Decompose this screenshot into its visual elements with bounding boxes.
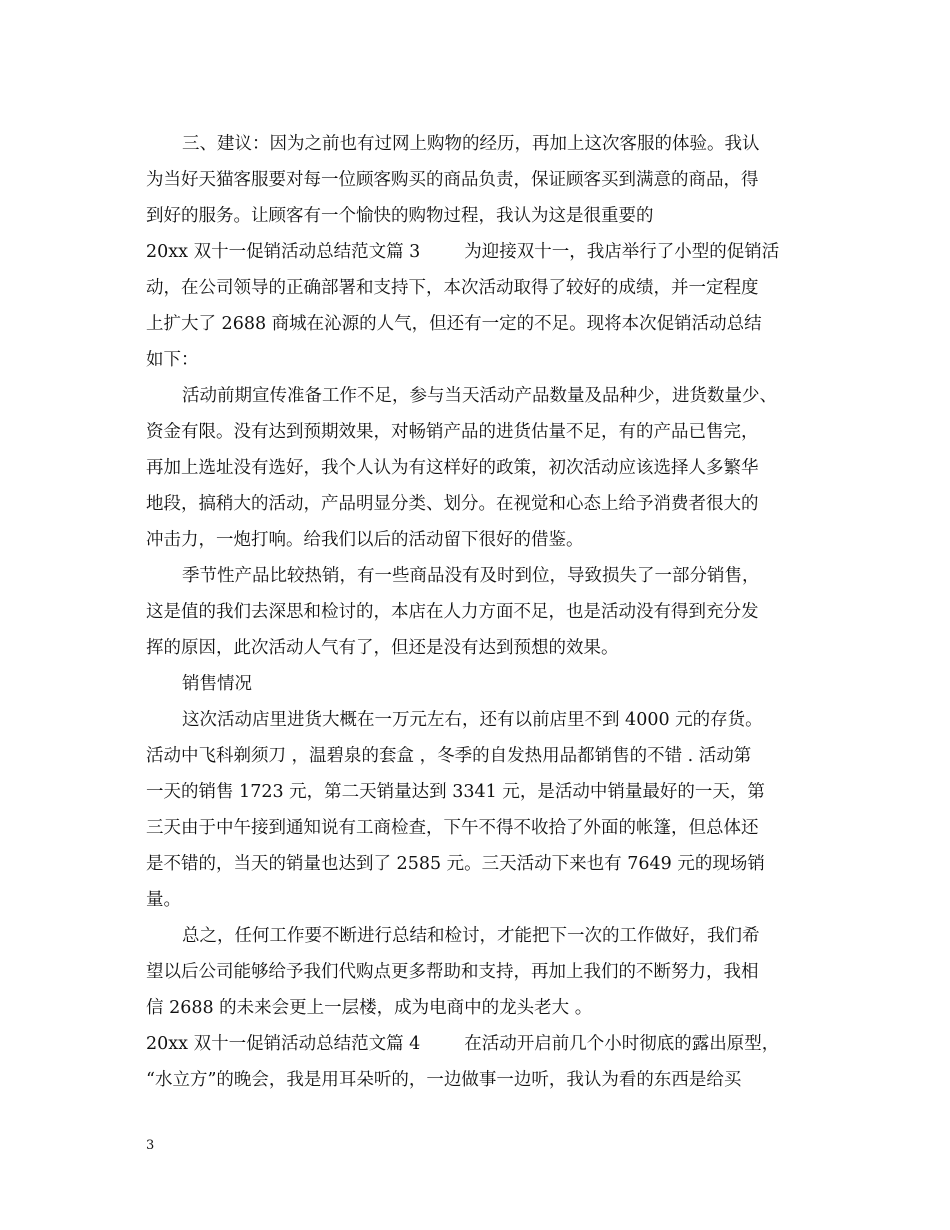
- para-6-line-2: 望以后公司能够给予我们代购点更多帮助和支持，再加上我们的不断努力，我相: [146, 962, 759, 982]
- para-5-line-1: 这次活动店里进货大概在一万元左右，还有以前店里不到 4000 元的存货。: [182, 710, 763, 730]
- para-1-line-3: 到好的服务。让顾客有一个愉快的购物过程，我认为这是很重要的: [146, 206, 654, 226]
- para-3-line-1: 活动前期宣传准备工作不足，参与当天活动产品数量及品种少，进货数量少、: [182, 386, 777, 406]
- para-2-line-2: 动，在公司领导的正确部署和支持下，本次活动取得了较好的成绩，并一定程度: [146, 278, 759, 298]
- para-3-line-3: 再加上选址没有选好，我个人认为有这样好的政策，初次活动应该选择人多繁华: [146, 458, 759, 478]
- heading-article-4-line: [146, 1026, 816, 1062]
- para-2-line-4: 如下：: [146, 350, 199, 370]
- para-4-line-1: 季节性产品比较热销，有一些商品没有及时到位，导致损失了一部分销售，: [182, 566, 760, 586]
- sales-heading: 销售情况: [182, 674, 252, 694]
- para-2-line-3: 上扩大了 2688 商城在沁源的人气，但还有一定的不足。现将本次促销活动总结: [146, 314, 762, 334]
- para-6-line-1: 总之，任何工作要不断进行总结和检讨，才能把下一次的工作做好，我们希: [182, 926, 760, 946]
- page-number: 3: [146, 1138, 155, 1153]
- para-7-line-1: 在活动开启前几个小时彻底的露出原型，: [464, 1034, 780, 1054]
- para-1-line-2: 为当好天猫客服要对每一位顾客购买的商品负责，保证顾客买到满意的商品，得: [146, 170, 759, 190]
- para-5-line-2: 活动中飞科剃须刀 ，温碧泉的套盒 ，冬季的自发热用品都销售的不错 . 活动第: [146, 746, 752, 766]
- para-3-line-5: 冲击力，一炮打响。给我们以后的活动留下很好的借鉴。: [146, 530, 584, 550]
- para-7-line-2: “水立方”的晚会，我是用耳朵听的，一边做事一边听，我认为看的东西是给买: [146, 1070, 742, 1090]
- para-6-line-3: 信 2688 的未来会更上一层楼，成为电商中的龙头老大 。: [146, 998, 593, 1018]
- para-4-line-3: 挥的原因，此次活动人气有了，但还是没有达到预想的效果。: [146, 638, 619, 658]
- para-5-line-3: 一天的销售 1723 元，第二天销量达到 3341 元，是活动中销量最好的一天，第: [146, 782, 765, 802]
- heading-article-3-line: [146, 234, 816, 270]
- para-1-line-1: 三、建议：因为之前也有过网上购物的经历，再加上这次客服的体验。我认: [182, 134, 760, 154]
- para-5-line-6: 量。: [146, 890, 181, 910]
- heading-article-3: 20xx 双十一促销活动总结范文篇 3: [146, 242, 421, 262]
- para-5-line-5: 是不错的，当天的销量也达到了 2585 元。三天活动下来也有 7649 元的现场销: [146, 854, 765, 874]
- para-3-line-4: 地段，搞稍大的活动，产品明显分类、划分。在视觉和心态上给予消费者很大的: [146, 494, 759, 514]
- para-5-line-4: 三天由于中午接到通知说有工商检查，下午不得不收拾了外面的帐篷，但总体还: [146, 818, 759, 838]
- para-3-line-2: 资金有限。没有达到预期效果，对畅销产品的进货估量不足，有的产品已售完，: [146, 422, 759, 442]
- heading-article-4: 20xx 双十一促销活动总结范文篇 4: [146, 1034, 421, 1054]
- para-2-line-1: 为迎接双十一，我店举行了小型的促销活: [464, 242, 780, 262]
- para-4-line-2: 这是值的我们去深思和检讨的，本店在人力方面不足，也是活动没有得到充分发: [146, 602, 759, 622]
